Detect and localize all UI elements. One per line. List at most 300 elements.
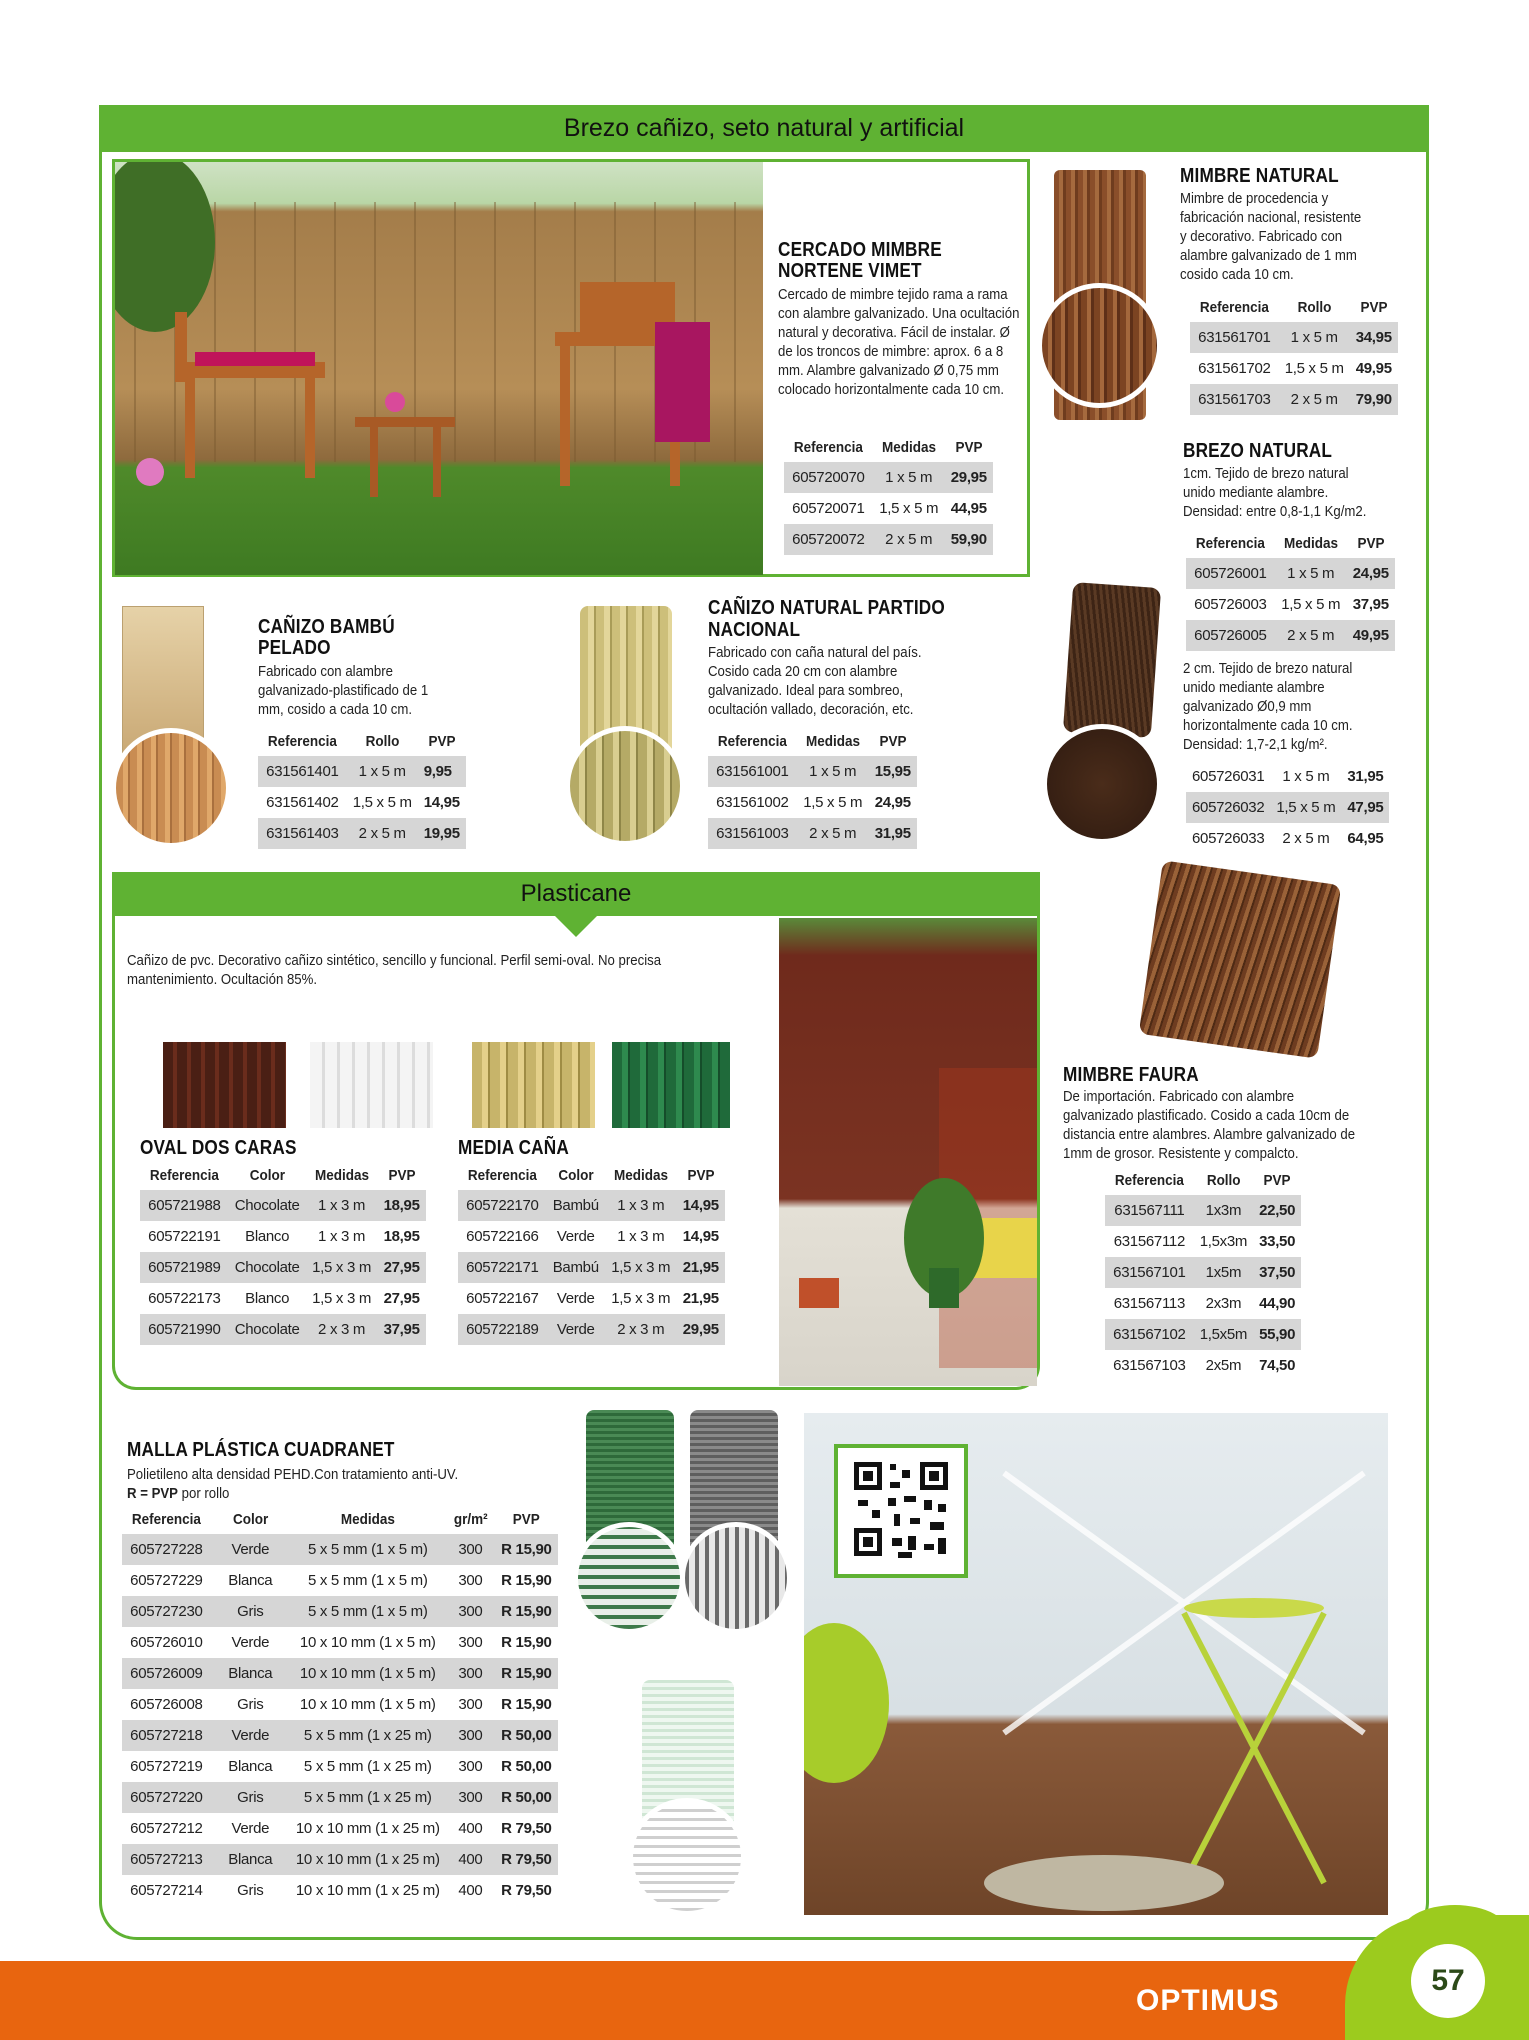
- color-cell: Verde: [547, 1314, 605, 1345]
- price-cell: 14,95: [682, 1228, 719, 1245]
- col-header: PVP: [1360, 298, 1388, 316]
- table-row: [122, 1689, 558, 1720]
- col-header: Referencia: [1114, 1171, 1184, 1189]
- color-cell: Gris: [237, 1882, 264, 1899]
- table-row: [458, 1221, 725, 1252]
- faura-title: MIMBRE FAURA: [1063, 1064, 1199, 1086]
- size-cell: 1 x 5 m: [1275, 558, 1347, 589]
- size-cell: 1 x 3 m: [306, 1190, 378, 1221]
- color-cell: Blanca: [228, 1758, 273, 1775]
- faura-table: [1105, 1165, 1301, 1381]
- price-cell: 18,95: [383, 1228, 420, 1245]
- size-cell: 1,5 x 3 m: [611, 1290, 671, 1307]
- price-cell: 29,95: [677, 1314, 725, 1345]
- qr-code-icon: [838, 1448, 964, 1574]
- color-cell: Verde: [211, 1534, 290, 1565]
- table-row: [708, 756, 917, 787]
- ref-cell: 605722191: [148, 1228, 221, 1245]
- ref-cell: 631567101: [1105, 1257, 1194, 1288]
- brezo-table-2cm: [1186, 761, 1389, 854]
- color-cell: Verde: [556, 1290, 595, 1307]
- ref-cell: 631561403: [258, 818, 347, 849]
- col-header: Referencia: [267, 732, 337, 750]
- color-cell: Blanca: [228, 1572, 273, 1589]
- mimbre-natural-desc: Mimbre de procedencia y fabricación nacional, resistente y decorativo. Fabricado con alambre galvanizado de 1 mm cosido cada 10 cm.: [1180, 190, 1362, 283]
- weight-cell: 300: [446, 1720, 496, 1751]
- size-cell: 1 x 5 m: [873, 462, 945, 493]
- price-cell: 24,95: [874, 794, 911, 811]
- size-cell: 1,5x5m: [1194, 1319, 1253, 1350]
- media-cana-title: MEDIA CAÑA: [458, 1137, 569, 1159]
- ref-cell: 605726001: [1186, 558, 1275, 589]
- ref-cell: 631561003: [708, 818, 797, 849]
- size-cell: 10 x 10 mm (1 x 5 m): [290, 1658, 446, 1689]
- table-row: [1186, 823, 1389, 854]
- price-cell: 9,95: [418, 756, 466, 787]
- table-row: [1105, 1288, 1301, 1319]
- canizo-bambu-desc: Fabricado con alambre galvanizado-plastificado de 1 mm, cosido a cada 10 cm.: [258, 663, 429, 718]
- price-cell: R 79,50: [501, 1820, 552, 1837]
- weight-cell: 400: [458, 1820, 483, 1837]
- canizo-natural-title2: NACIONAL: [708, 619, 801, 641]
- swatch-chocolate: [163, 1042, 286, 1128]
- table-row: [458, 1190, 725, 1221]
- ref-cell: 631561703: [1190, 384, 1279, 415]
- color-cell: Verde: [231, 1820, 270, 1837]
- color-cell: Verde: [231, 1634, 270, 1651]
- price-cell: R 15,90: [495, 1658, 557, 1689]
- price-cell: 33,50: [1259, 1233, 1296, 1250]
- size-cell: 2 x 5 m: [873, 524, 945, 555]
- col-header: Color: [249, 1166, 285, 1184]
- price-cell: R 50,00: [495, 1720, 557, 1751]
- brezo-table-1cm: [1186, 528, 1395, 651]
- price-cell: 14,95: [677, 1190, 725, 1221]
- plasticane-header: [112, 872, 1040, 916]
- size-cell: 1,5 x 3 m: [312, 1290, 372, 1307]
- col-header: Referencia: [149, 1166, 219, 1184]
- size-cell: 2 x 5 m: [1282, 830, 1330, 847]
- color-cell: Gris: [211, 1596, 290, 1627]
- canizo-natural-table: [708, 726, 917, 849]
- color-cell: Blanca: [211, 1844, 290, 1875]
- table-row: [1186, 792, 1389, 823]
- price-cell: 21,95: [677, 1252, 725, 1283]
- size-cell: 2 x 3 m: [306, 1314, 378, 1345]
- table-row: [708, 818, 917, 849]
- price-cell: 34,95: [1350, 322, 1398, 353]
- table-row: [122, 1565, 558, 1596]
- canizo-bambu-title2: PELADO: [258, 637, 331, 659]
- size-cell: 2x3m: [1205, 1295, 1242, 1312]
- col-header: PVP: [512, 1510, 540, 1528]
- ref-cell: 631561701: [1190, 322, 1279, 353]
- ref-cell: 631567113: [1113, 1295, 1185, 1312]
- table-row: [258, 756, 466, 787]
- size-cell: 1 x 3 m: [617, 1228, 665, 1245]
- col-header: Medidas: [881, 438, 936, 456]
- ref-cell: 605726033: [1192, 830, 1265, 847]
- brezo-natural-desc2: 2 cm. Tejido de brezo natural unido mediante alambre galvanizado Ø0,9 mm horizontalmente cada 10 cm. Densidad: 1,7-2,1 kg/m².: [1183, 660, 1353, 753]
- size-cell: 1,5 x 5 m: [1284, 360, 1344, 377]
- price-cell: 31,95: [869, 818, 917, 849]
- ref-cell: 605727228: [122, 1534, 211, 1565]
- ref-cell: 605721990: [140, 1314, 229, 1345]
- price-cell: 27,95: [383, 1290, 420, 1307]
- size-cell: 1 x 5 m: [797, 756, 869, 787]
- price-cell: 24,95: [1347, 558, 1395, 589]
- cercado-title: CERCADO MIMBRE NORTENE VIMET: [778, 239, 942, 282]
- price-cell: 15,95: [869, 756, 917, 787]
- table-row: [140, 1283, 426, 1314]
- ref-cell: 605726010: [130, 1634, 203, 1651]
- price-cell: 55,90: [1253, 1319, 1301, 1350]
- canizo-natural-table-wrap: [708, 726, 917, 849]
- terrace-illustration: [779, 918, 1037, 1386]
- table-row: [140, 1314, 426, 1345]
- size-cell: 10 x 10 mm (1 x 25 m): [290, 1844, 446, 1875]
- table-row: [122, 1813, 558, 1844]
- price-cell: 37,95: [378, 1314, 426, 1345]
- table-row: [122, 1751, 558, 1782]
- color-cell: Gris: [211, 1782, 290, 1813]
- size-cell: 1,5 x 5 m: [879, 500, 939, 517]
- canizo-natural-title1: CAÑIZO NATURAL PARTIDO: [708, 597, 945, 619]
- size-cell: 1 x 5 m: [1282, 768, 1330, 785]
- weight-cell: 300: [446, 1596, 496, 1627]
- swatch-bambu: [472, 1042, 595, 1128]
- canizo-natural-desc: Fabricado con caña natural del país. Cosido cada 20 cm con alambre galvanizado. Ideal para sombreo, ocultación vallado, decoración, etc.: [708, 644, 922, 718]
- color-cell: Blanco: [245, 1228, 290, 1245]
- color-cell: Chocolate: [229, 1190, 306, 1221]
- ref-cell: 605720072: [784, 524, 873, 555]
- section-header: [99, 105, 1429, 152]
- col-header: PVP: [687, 1166, 715, 1184]
- color-cell: Bambú: [547, 1190, 605, 1221]
- color-cell: Verde: [556, 1228, 595, 1245]
- col-header: PVP: [388, 1166, 416, 1184]
- table-row: [122, 1596, 558, 1627]
- size-cell: 5 x 5 mm (1 x 25 m): [303, 1758, 432, 1775]
- price-cell: 74,50: [1259, 1357, 1296, 1374]
- color-cell: Blanca: [211, 1658, 290, 1689]
- ref-cell: 605722171: [458, 1252, 547, 1283]
- col-header: PVP: [1263, 1171, 1291, 1189]
- col-header: Rollo: [1206, 1171, 1241, 1189]
- price-cell: 64,95: [1347, 830, 1384, 847]
- oval-title: OVAL DOS CARAS: [140, 1137, 297, 1159]
- brand-logo: [1136, 1983, 1280, 2019]
- malla-title: MALLA PLÁSTICA CUADRANET: [127, 1439, 395, 1461]
- mimbre-natural-table-wrap: [1190, 292, 1398, 415]
- weight-cell: 300: [458, 1634, 483, 1651]
- ref-cell: 605722170: [458, 1190, 547, 1221]
- table-row: [1105, 1226, 1301, 1257]
- swatch-verde: [612, 1042, 730, 1128]
- brezo-roll-image: [1063, 582, 1161, 738]
- ref-cell: 605727229: [130, 1572, 203, 1589]
- qr-code[interactable]: [834, 1444, 968, 1578]
- oval-table: [140, 1160, 426, 1345]
- ref-cell: 631561402: [266, 794, 339, 811]
- price-cell: 27,95: [378, 1252, 426, 1283]
- color-cell: Bambú: [547, 1252, 605, 1283]
- col-header: Medidas: [1283, 534, 1338, 552]
- col-header: PVP: [955, 438, 983, 456]
- table-row: [458, 1314, 725, 1345]
- price-cell: 21,95: [682, 1290, 719, 1307]
- bambu-detail-circle: [111, 728, 231, 848]
- ref-cell: 631567111: [1105, 1195, 1194, 1226]
- col-header: PVP: [1357, 534, 1385, 552]
- ref-cell: 631561702: [1198, 360, 1271, 377]
- ref-cell: 605722189: [458, 1314, 547, 1345]
- malla-note-rest: por rollo: [177, 1485, 230, 1502]
- malla-desc: Polietileno alta densidad PEHD.Con tratamiento anti-UV.: [127, 1466, 459, 1483]
- malla-note: [127, 1484, 391, 1503]
- media-table-wrap: [458, 1160, 725, 1345]
- ref-cell: 605726009: [122, 1658, 211, 1689]
- ref-cell: 631567102: [1105, 1319, 1194, 1350]
- ref-cell: 605727213: [122, 1844, 211, 1875]
- price-cell: 44,90: [1259, 1295, 1296, 1312]
- price-cell: R 15,90: [495, 1596, 557, 1627]
- plasticane-desc: Cañizo de pvc. Decorativo cañizo sintético, sencillo y funcional. Perfil semi-oval. No precisa mantenimiento. Ocultación 85%.: [127, 952, 662, 988]
- color-cell: Verde: [211, 1720, 290, 1751]
- ref-cell: 605727218: [122, 1720, 211, 1751]
- ref-cell: 605726008: [130, 1696, 203, 1713]
- col-header: Rollo: [1297, 298, 1332, 316]
- brand-name: OPTIMUS: [1136, 1984, 1280, 2017]
- table-row: [122, 1844, 558, 1875]
- faura-roll-image: [1139, 860, 1342, 1058]
- table-row: [1105, 1350, 1301, 1381]
- ref-cell: 631567112: [1113, 1233, 1185, 1250]
- color-cell: Chocolate: [229, 1252, 306, 1283]
- col-header: Referencia: [467, 1166, 537, 1184]
- canizo-bambu-title1: CAÑIZO BAMBÚ: [258, 616, 395, 638]
- footer-bar: [0, 1961, 1529, 2040]
- size-cell: 1,5 x 5 m: [352, 794, 412, 811]
- plasticane-terrace-photo: [779, 918, 1037, 1386]
- size-cell: 2x5m: [1205, 1357, 1242, 1374]
- size-cell: 2 x 3 m: [605, 1314, 677, 1345]
- table-row: [122, 1534, 558, 1565]
- table-row: [122, 1627, 558, 1658]
- cercado-table-wrap: [784, 432, 993, 555]
- malla-green-detail-circle: [573, 1522, 685, 1634]
- size-cell: 5 x 5 mm (1 x 25 m): [290, 1782, 446, 1813]
- col-header: Medidas: [613, 1166, 668, 1184]
- size-cell: 1 x 3 m: [605, 1190, 677, 1221]
- weight-cell: 300: [446, 1534, 496, 1565]
- ref-cell: 605727220: [122, 1782, 211, 1813]
- oval-table-wrap: [140, 1160, 426, 1345]
- fence-illustration: [115, 162, 763, 575]
- size-cell: 1 x 5 m: [347, 756, 418, 787]
- ref-cell: 605727212: [130, 1820, 203, 1837]
- price-cell: 29,95: [945, 462, 993, 493]
- col-header: Referencia: [717, 732, 787, 750]
- price-cell: 31,95: [1347, 768, 1384, 785]
- brezo-natural-title: BREZO NATURAL: [1183, 440, 1333, 462]
- table-row: [708, 787, 917, 818]
- size-cell: 5 x 5 mm (1 x 25 m): [290, 1720, 446, 1751]
- ref-cell: 605722166: [466, 1228, 539, 1245]
- plasticane-header-arrow: [554, 915, 598, 937]
- price-cell: R 79,50: [495, 1844, 557, 1875]
- canizo-bambu-table: [258, 726, 466, 849]
- price-cell: 59,90: [945, 524, 993, 555]
- malla-table: [122, 1504, 558, 1906]
- cercado-desc: Cercado de mimbre tejido rama a rama con alambre galvanizado. Una ocultación natural y decorativa. Fácil de instalar. Ø de los troncos de mimbre: aprox. 6 a 8 mm. Alambre galvanizado Ø 0,75 mm colocado horizontalmente cada 10 cm.: [778, 286, 1020, 398]
- brezo-detail-circle: [1042, 724, 1162, 844]
- size-cell: 1,5 x 3 m: [605, 1252, 677, 1283]
- malla-note-bold: R = PVP: [127, 1485, 178, 1502]
- size-cell: 1,5 x 5 m: [803, 794, 863, 811]
- col-header: Medidas: [340, 1510, 395, 1528]
- table-row: [784, 524, 993, 555]
- weight-cell: 400: [446, 1844, 496, 1875]
- media-cana-table: [458, 1160, 725, 1345]
- price-cell: 37,95: [1352, 596, 1389, 613]
- ref-cell: 605727230: [122, 1596, 211, 1627]
- size-cell: 1,5 x 3 m: [306, 1252, 378, 1283]
- ref-cell: 605721989: [140, 1252, 229, 1283]
- ref-cell: 605726032: [1186, 792, 1270, 823]
- size-cell: 1,5 x 5 m: [1270, 792, 1341, 823]
- brezo-table2-wrap: [1186, 761, 1389, 854]
- price-cell: 49,95: [1347, 620, 1395, 651]
- ref-cell: 605727214: [130, 1882, 203, 1899]
- size-cell: 10 x 10 mm (1 x 5 m): [299, 1696, 436, 1713]
- size-cell: 1,5 x 5 m: [1281, 596, 1341, 613]
- size-cell: 5 x 5 mm (1 x 5 m): [290, 1534, 446, 1565]
- size-cell: 2 x 5 m: [1275, 620, 1347, 651]
- table-row: [458, 1283, 725, 1314]
- page-number: 57: [1431, 1964, 1465, 1997]
- mimbre-detail-circle: [1037, 283, 1162, 408]
- page-number-circle: [1411, 1944, 1485, 2018]
- weight-cell: 300: [458, 1758, 483, 1775]
- canizo-natural-detail-circle: [565, 726, 685, 846]
- weight-cell: 400: [458, 1882, 483, 1899]
- color-cell: Blanco: [245, 1290, 290, 1307]
- malla-white-detail-circle: [628, 1798, 746, 1916]
- brezo-natural-desc1: 1cm. Tejido de brezo natural unido mediante alambre. Densidad: entre 0,8-1,1 Kg/m2.: [1183, 465, 1367, 520]
- malla-table-wrap: [122, 1504, 558, 1906]
- col-header: Medidas: [805, 732, 860, 750]
- col-header: Color: [232, 1510, 268, 1528]
- table-row: [140, 1252, 426, 1283]
- table-row: [1190, 322, 1398, 353]
- ref-cell: 605722167: [466, 1290, 539, 1307]
- ref-cell: 605726031: [1192, 768, 1265, 785]
- table-row: [122, 1782, 558, 1813]
- price-cell: R 15,90: [501, 1634, 552, 1651]
- price-cell: 22,50: [1253, 1195, 1301, 1226]
- table-row: [1186, 761, 1389, 792]
- color-cell: Chocolate: [229, 1314, 306, 1345]
- ref-cell: 605721988: [140, 1190, 229, 1221]
- weight-cell: 300: [446, 1782, 496, 1813]
- size-cell: 10 x 10 mm (1 x 25 m): [295, 1882, 440, 1899]
- col-header: Referencia: [1195, 534, 1265, 552]
- table-row: [258, 787, 466, 818]
- size-cell: 2 x 5 m: [347, 818, 418, 849]
- col-header: Referencia: [131, 1510, 201, 1528]
- mimbre-natural-table: [1190, 292, 1398, 415]
- col-header: Referencia: [793, 438, 863, 456]
- table-row: [122, 1875, 558, 1906]
- table-row: [140, 1190, 426, 1221]
- price-cell: R 15,90: [495, 1534, 557, 1565]
- price-cell: R 50,00: [501, 1758, 552, 1775]
- table-row: [1105, 1257, 1301, 1288]
- ref-cell: 605720071: [792, 500, 865, 517]
- plasticane-title: Plasticane: [520, 880, 632, 907]
- price-cell: R 15,90: [501, 1572, 552, 1589]
- col-header: Color: [558, 1166, 594, 1184]
- ref-cell: 605720070: [784, 462, 873, 493]
- table-row: [1105, 1195, 1301, 1226]
- weight-cell: 300: [458, 1696, 483, 1713]
- canizo-bambu-table-wrap: [258, 726, 466, 849]
- price-cell: R 15,90: [501, 1696, 552, 1713]
- price-cell: 14,95: [423, 794, 460, 811]
- size-cell: 2 x 5 m: [797, 818, 869, 849]
- table-row: [258, 818, 466, 849]
- size-cell: 1 x 3 m: [318, 1228, 366, 1245]
- size-cell: 1,5x3m: [1199, 1233, 1248, 1250]
- table-row: [122, 1720, 558, 1751]
- malla-grey-detail-circle: [680, 1522, 792, 1634]
- table-row: [1186, 558, 1395, 589]
- faura-desc: De importación. Fabricado con alambre galvanizado plastificado. Cosido a cada 10cm de distancia entre alambres. Alambre galvanizado de 1mm de grosor. Resistente y compalcto.: [1063, 1088, 1356, 1162]
- price-cell: 18,95: [378, 1190, 426, 1221]
- size-cell: 5 x 5 mm (1 x 5 m): [290, 1596, 446, 1627]
- ref-cell: 605726003: [1194, 596, 1267, 613]
- table-row: [1190, 384, 1398, 415]
- ref-cell: 631561002: [716, 794, 789, 811]
- size-cell: 10 x 10 mm (1 x 5 m): [299, 1634, 436, 1651]
- section-title: Brezo cañizo, seto natural y artificial: [563, 114, 965, 142]
- col-header: PVP: [879, 732, 907, 750]
- ref-cell: 605726005: [1186, 620, 1275, 651]
- table-row: [784, 462, 993, 493]
- weight-cell: 300: [458, 1572, 483, 1589]
- weight-cell: 300: [446, 1658, 496, 1689]
- ref-cell: 631567103: [1113, 1357, 1186, 1374]
- table-row: [1186, 589, 1395, 620]
- col-header: Rollo: [365, 732, 400, 750]
- table-row: [1186, 620, 1395, 651]
- size-cell: 5 x 5 mm (1 x 5 m): [307, 1572, 428, 1589]
- price-cell: 79,90: [1350, 384, 1398, 415]
- col-header: Referencia: [1199, 298, 1269, 316]
- swatch-blanco: [310, 1042, 433, 1128]
- size-cell: 1 x 5 m: [1279, 322, 1350, 353]
- table-row: [1105, 1319, 1301, 1350]
- table-row: [458, 1252, 725, 1283]
- price-cell: 37,50: [1253, 1257, 1301, 1288]
- size-cell: 2 x 5 m: [1279, 384, 1350, 415]
- ref-cell: 605722173: [148, 1290, 221, 1307]
- price-cell: 49,95: [1355, 360, 1392, 377]
- col-header: gr/m²: [453, 1510, 488, 1528]
- price-cell: 44,95: [950, 500, 987, 517]
- price-cell: R 79,50: [501, 1882, 552, 1899]
